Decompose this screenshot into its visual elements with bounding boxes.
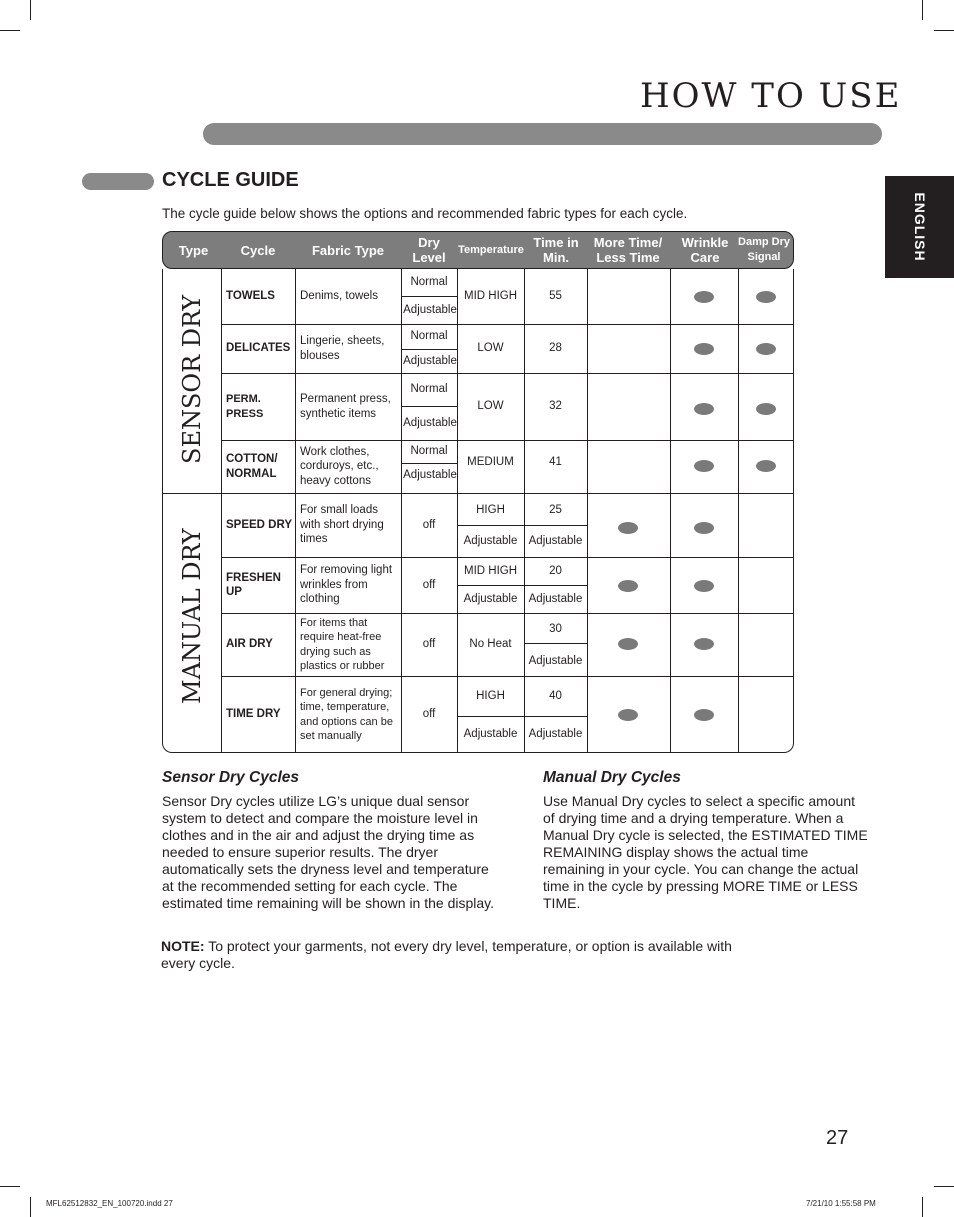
section-title: CYCLE GUIDE bbox=[162, 169, 299, 191]
fabric-type: Work clothes, corduroys, etc., heavy cottons bbox=[300, 445, 379, 487]
fabric-type: Permanent press, synthetic items bbox=[300, 393, 391, 420]
footer-file: MFL62512832_EN_100720.indd 27 bbox=[46, 1199, 173, 1208]
wrinkle-care-available-icon bbox=[694, 580, 714, 592]
cycle-name: PERM. PRESS bbox=[226, 393, 264, 420]
group-manual-dry: MANUAL DRY bbox=[178, 528, 206, 704]
dry-level: off bbox=[422, 638, 436, 651]
sensor-section-title: Sensor Dry Cycles bbox=[162, 769, 299, 786]
fabric-type: Lingerie, sheets, blouses bbox=[300, 335, 385, 362]
fabric-type: For items that require heat-free drying such as plastics or rubber bbox=[300, 616, 385, 672]
section-marker bbox=[82, 173, 154, 190]
more-less-time-available-icon bbox=[618, 580, 638, 592]
temperature: LOW bbox=[477, 400, 504, 413]
wrinkle-care-available-icon bbox=[694, 709, 714, 721]
dry-level: off bbox=[422, 518, 436, 531]
time: 55 bbox=[549, 290, 562, 303]
crop-mark bbox=[0, 1186, 20, 1187]
fabric-type: Denims, towels bbox=[300, 290, 378, 303]
cycle-name: SPEED DRY bbox=[226, 518, 293, 531]
note-text: To protect your garments, not every dry level, temperature, or option is available with every cycle. bbox=[161, 938, 732, 971]
header-temperature: Temperature bbox=[458, 243, 524, 256]
dry-level: Normal bbox=[410, 445, 448, 458]
temperature: LOW bbox=[477, 342, 504, 355]
time: 32 bbox=[549, 400, 562, 413]
temperature: Adjustable bbox=[463, 593, 518, 606]
dry-level: Normal bbox=[410, 330, 448, 343]
dry-level: off bbox=[422, 708, 436, 721]
damp-dry-available-icon bbox=[756, 291, 776, 303]
table-rule bbox=[738, 269, 739, 753]
header-time: Time in Min. bbox=[533, 235, 579, 265]
temperature: MID HIGH bbox=[463, 564, 518, 577]
cycle-name: FRESHEN UP bbox=[226, 571, 281, 598]
header-more-less: More Time/ Less Time bbox=[593, 235, 663, 265]
header-type: Type bbox=[178, 242, 209, 258]
sensor-section-body: Sensor Dry cycles utilize LG’s unique dual sensor system to detect and compare the moisture level in clothes and in the air and adjust the drying time as needed to ensure superior results. The dryer automatically sets the dryness level and temperature at the recommended setting for each cycle. The estimated time remaining will be shown in the display. bbox=[162, 793, 495, 911]
damp-dry-available-icon bbox=[756, 460, 776, 472]
time: Adjustable bbox=[528, 593, 583, 606]
header-cycle: Cycle bbox=[240, 242, 276, 258]
header-bar bbox=[203, 123, 882, 145]
crop-mark bbox=[0, 30, 20, 31]
time: 30 bbox=[549, 622, 562, 635]
time: 40 bbox=[549, 689, 562, 702]
more-less-time-available-icon bbox=[618, 522, 638, 534]
wrinkle-care-available-icon bbox=[694, 343, 714, 355]
fabric-type: For small loads with short drying times bbox=[300, 504, 384, 546]
time: 25 bbox=[549, 503, 562, 516]
note-label: NOTE: bbox=[161, 938, 205, 954]
page-number: 27 bbox=[826, 1127, 849, 1149]
more-less-time-available-icon bbox=[618, 709, 638, 721]
manual-section-body: Use Manual Dry cycles to select a specific amount of drying time and a drying temperature. When a Manual Dry cycle is selected, the ESTIMATED TIME REMAINING display shows the actual time remaining in your cycle. You can change the actual time in the cycle by pressing MORE TIME or LESS TIME. bbox=[543, 793, 868, 911]
wrinkle-care-available-icon bbox=[694, 522, 714, 534]
footer-timestamp: 7/21/10 1:55:58 PM bbox=[806, 1199, 876, 1208]
crop-mark bbox=[30, 1197, 31, 1217]
wrinkle-care-available-icon bbox=[694, 291, 714, 303]
dry-level: Normal bbox=[410, 383, 448, 396]
time: 20 bbox=[549, 564, 562, 577]
dry-level: Adjustable bbox=[403, 304, 457, 317]
more-less-time-available-icon bbox=[618, 638, 638, 650]
temperature: Adjustable bbox=[463, 727, 518, 740]
wrinkle-care-available-icon bbox=[694, 460, 714, 472]
table-rule bbox=[221, 269, 222, 753]
temperature: Adjustable bbox=[463, 535, 518, 548]
header-dry-level: Dry Level bbox=[412, 235, 446, 265]
crop-mark bbox=[30, 0, 31, 20]
group-sensor-dry: SENSOR DRY bbox=[178, 294, 206, 464]
fabric-type: For general drying; time, temperature, and options can be set manually bbox=[300, 686, 393, 742]
page-header-title: HOW TO USE bbox=[640, 76, 902, 116]
language-tab bbox=[885, 176, 954, 278]
wrinkle-care-available-icon bbox=[694, 403, 714, 415]
table-rule bbox=[587, 269, 588, 753]
manual-section-title: Manual Dry Cycles bbox=[543, 769, 681, 786]
damp-dry-available-icon bbox=[756, 403, 776, 415]
header-damp: Damp Dry Signal bbox=[738, 236, 790, 263]
temperature: No Heat bbox=[469, 638, 512, 651]
cycle-name: TOWELS bbox=[226, 290, 275, 303]
dry-level: off bbox=[422, 578, 436, 591]
cycle-name: DELICATES bbox=[226, 342, 291, 355]
cycle-name: TIME DRY bbox=[226, 708, 281, 721]
crop-mark bbox=[934, 30, 954, 31]
dry-level: Normal bbox=[410, 276, 448, 289]
crop-mark bbox=[934, 1186, 954, 1187]
intro-text: The cycle guide below shows the options and recommended fabric types for each cycle. bbox=[162, 206, 688, 221]
time: Adjustable bbox=[528, 654, 583, 667]
time: Adjustable bbox=[528, 535, 583, 548]
cycle-name: COTTON/ NORMAL bbox=[226, 453, 278, 480]
time: 41 bbox=[549, 456, 562, 469]
table-rule bbox=[670, 269, 671, 753]
time: Adjustable bbox=[528, 727, 583, 740]
table-rule bbox=[524, 643, 587, 644]
note bbox=[161, 938, 761, 972]
time: 28 bbox=[549, 342, 562, 355]
crop-mark bbox=[922, 0, 923, 20]
dry-level: Adjustable bbox=[403, 469, 457, 482]
wrinkle-care-available-icon bbox=[694, 638, 714, 650]
temperature: MEDIUM bbox=[467, 456, 514, 469]
temperature: HIGH bbox=[476, 503, 505, 516]
header-wrinkle: Wrinkle Care bbox=[681, 235, 729, 265]
cycle-name: AIR DRY bbox=[226, 638, 273, 651]
dry-level: Adjustable bbox=[403, 355, 457, 368]
dry-level: Adjustable bbox=[403, 417, 457, 430]
crop-mark bbox=[922, 1197, 923, 1217]
damp-dry-available-icon bbox=[756, 343, 776, 355]
fabric-type: For removing light wrinkles from clothing bbox=[300, 564, 393, 606]
header-fabric: Fabric Type bbox=[311, 242, 384, 258]
language-label: ENGLISH bbox=[911, 192, 928, 262]
temperature: MID HIGH bbox=[463, 290, 518, 303]
temperature: HIGH bbox=[476, 689, 505, 702]
